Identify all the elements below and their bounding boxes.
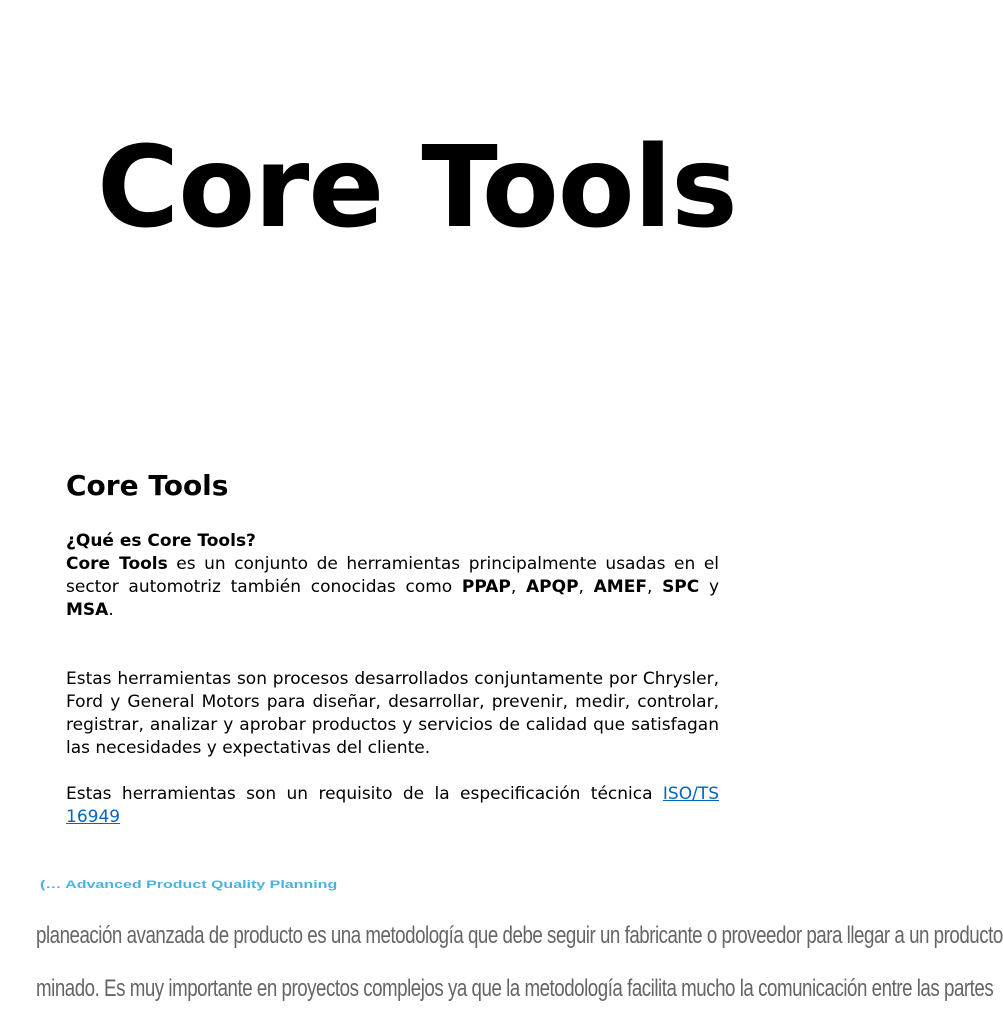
period: . [108, 600, 114, 620]
core-tools-term: Core Tools [66, 554, 168, 574]
spacer [66, 760, 719, 783]
document-body [66, 466, 719, 829]
scanned-excerpt-image [0, 874, 1003, 1024]
intro-paragraph [66, 553, 719, 622]
page-title: Core Tools [97, 123, 737, 253]
separator: , [510, 577, 526, 597]
requirement-text: Estas herramientas son un requisito de la especificación técnica [66, 784, 663, 804]
amef-term: AMEF [593, 577, 647, 597]
requirement-paragraph [66, 783, 719, 829]
scanned-text-line: planeación avanzada de producto es una metodología que debe seguir un fabricante o proveedor para llegar a un producto [36, 922, 1003, 949]
processes-paragraph: Estas herramientas son procesos desarrollados conjuntamente por Chrysler, Ford y General Motors para diseñar, desarrollar, prevenir, medir, controlar, registrar, analizar y aprobar productos y servicios de calidad que satisfagan las necesidades y expectativas del cliente. [66, 669, 719, 758]
conjunction: y [699, 577, 720, 597]
question-heading: ¿Qué es Core Tools? [66, 531, 256, 551]
spacer [66, 622, 719, 668]
separator: , [646, 577, 663, 597]
ppap-term: PPAP [461, 577, 511, 597]
separator: , [578, 577, 594, 597]
spc-term: SPC [662, 577, 700, 597]
apqp-term: APQP [526, 577, 579, 597]
scanned-text-line: minado. Es muy importante en proyectos complejos ya que la metodología facilita mucho la comunicación entre las partes [36, 975, 994, 1002]
scanned-heading: (… Advanced Product Quality Planning [40, 878, 338, 891]
iso-ts-16949-link[interactable]: ISO/TS 16949 [66, 784, 719, 827]
msa-term: MSA [66, 600, 109, 620]
section-heading: Core Tools [66, 469, 229, 502]
intro-text: es un conjunto de herramientas principalmente usadas en el sector automotriz también conocidas como [66, 554, 720, 597]
